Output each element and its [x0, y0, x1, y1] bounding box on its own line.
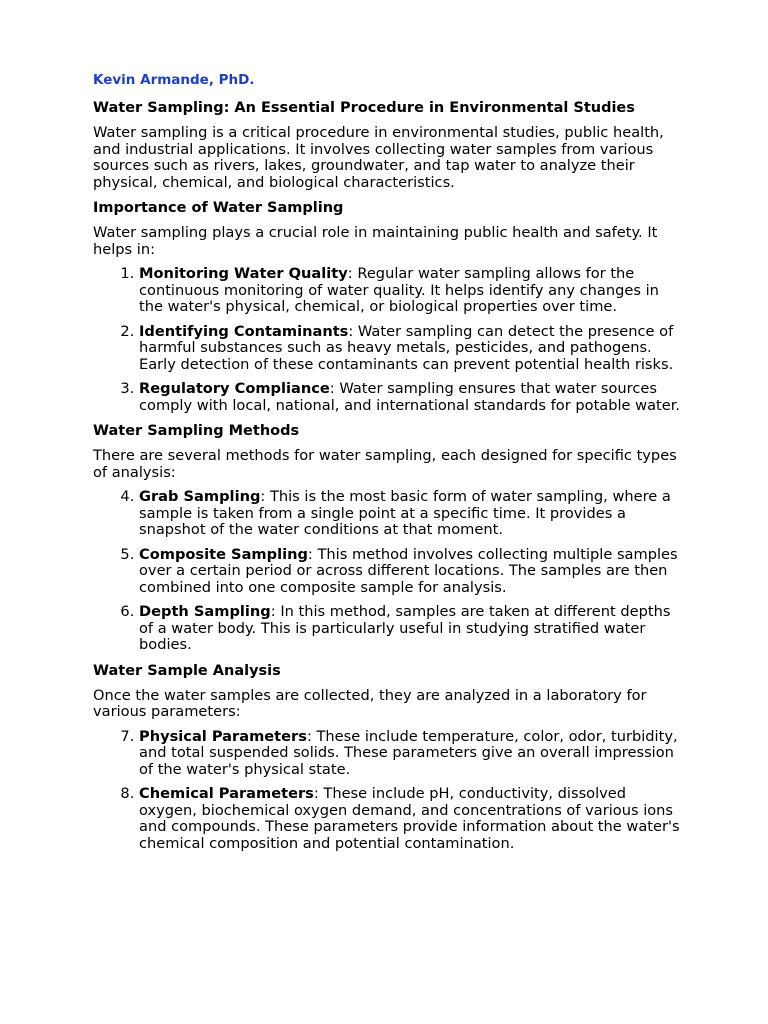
document-page: [93, 72, 683, 860]
list-item-term: Composite Sampling: [139, 545, 308, 563]
list-item: [139, 547, 683, 597]
list-item: [139, 381, 683, 414]
list-item-term: Monitoring Water Quality: [139, 265, 348, 282]
list-item-term: Identifying Contaminants: [139, 322, 349, 340]
numbered-list: [93, 729, 683, 853]
section-intro: There are several methods for water sampling, each designed for specific types of analysis:: [93, 447, 677, 481]
list-item: [139, 604, 683, 654]
list-item-text: : This method involves collecting multiple samples over a certain period or across different locations. The samples are then combined into one composite sample for analysis.: [139, 545, 678, 596]
list-item-term: Physical Parameters: [139, 727, 307, 745]
list-item-text: : Water sampling can detect the presence of harmful substances such as heavy metals, pesticides, and pathogens. Early detection of these contaminants can prevent potential health risks.: [139, 322, 674, 373]
list-item-term: Depth Sampling: [139, 603, 271, 620]
section-intro: Once the water samples are collected, they are analyzed in a laboratory for various parameters:: [93, 686, 647, 720]
section-importance: [93, 199, 683, 414]
list-item: [139, 786, 683, 852]
list-item: [139, 729, 683, 779]
list-item-term: Grab Sampling: [139, 488, 261, 505]
section-methods: [93, 422, 683, 654]
section-intro: Water sampling plays a crucial role in maintaining public health and safety. It helps in:: [93, 224, 658, 258]
numbered-list: [93, 489, 683, 654]
section-heading: Water Sampling Methods: [93, 423, 300, 439]
numbered-list: [93, 266, 683, 414]
list-item-term: Regulatory Compliance: [139, 380, 330, 397]
section-heading: Water Sample Analysis: [93, 662, 281, 679]
list-item: [139, 324, 683, 374]
list-item: [139, 266, 683, 316]
list-item-text: : These include temperature, color, odor, turbidity, and total suspended solids. These parameters give an overall impression of the water's physical state.: [139, 727, 678, 778]
document-title: Water Sampling: An Essential Procedure in Environmental Studies: [93, 100, 635, 116]
list-item-text: : This is the most basic form of water sampling, where a sample is taken from a single point at a specific time. It provides a snapshot of the water conditions at that moment.: [139, 488, 671, 538]
list-item-text: : Regular water sampling allows for the continuous monitoring of water quality. It helps identify any changes in the water's physical, chemical, or biological properties over time.: [139, 265, 659, 315]
section-analysis: [93, 662, 683, 853]
list-item-text: : These include pH, conductivity, dissolved oxygen, biochemical oxygen demand, and concentrations of various ions and compounds. These parameters provide information about the water's chemical composition and potential contamination.: [139, 785, 680, 852]
list-item-text: : In this method, samples are taken at different depths of a water body. This is particularly useful in studying stratified water bodies.: [139, 603, 671, 653]
list-item-text: : Water sampling ensures that water sources comply with local, national, and international standards for potable water.: [139, 380, 681, 414]
list-item: [139, 489, 683, 539]
section-heading: Importance of Water Sampling: [93, 200, 344, 216]
intro-paragraph: Water sampling is a critical procedure in environmental studies, public health, and industrial applications. It involves collecting water samples from various sources such as rivers, lakes, groundwater, and tap water to analyze their physical, chemical, and biological characteristics.: [93, 124, 664, 191]
author-name: Kevin Armande, PhD.: [93, 72, 255, 88]
list-item-term: Chemical Parameters: [139, 785, 314, 802]
